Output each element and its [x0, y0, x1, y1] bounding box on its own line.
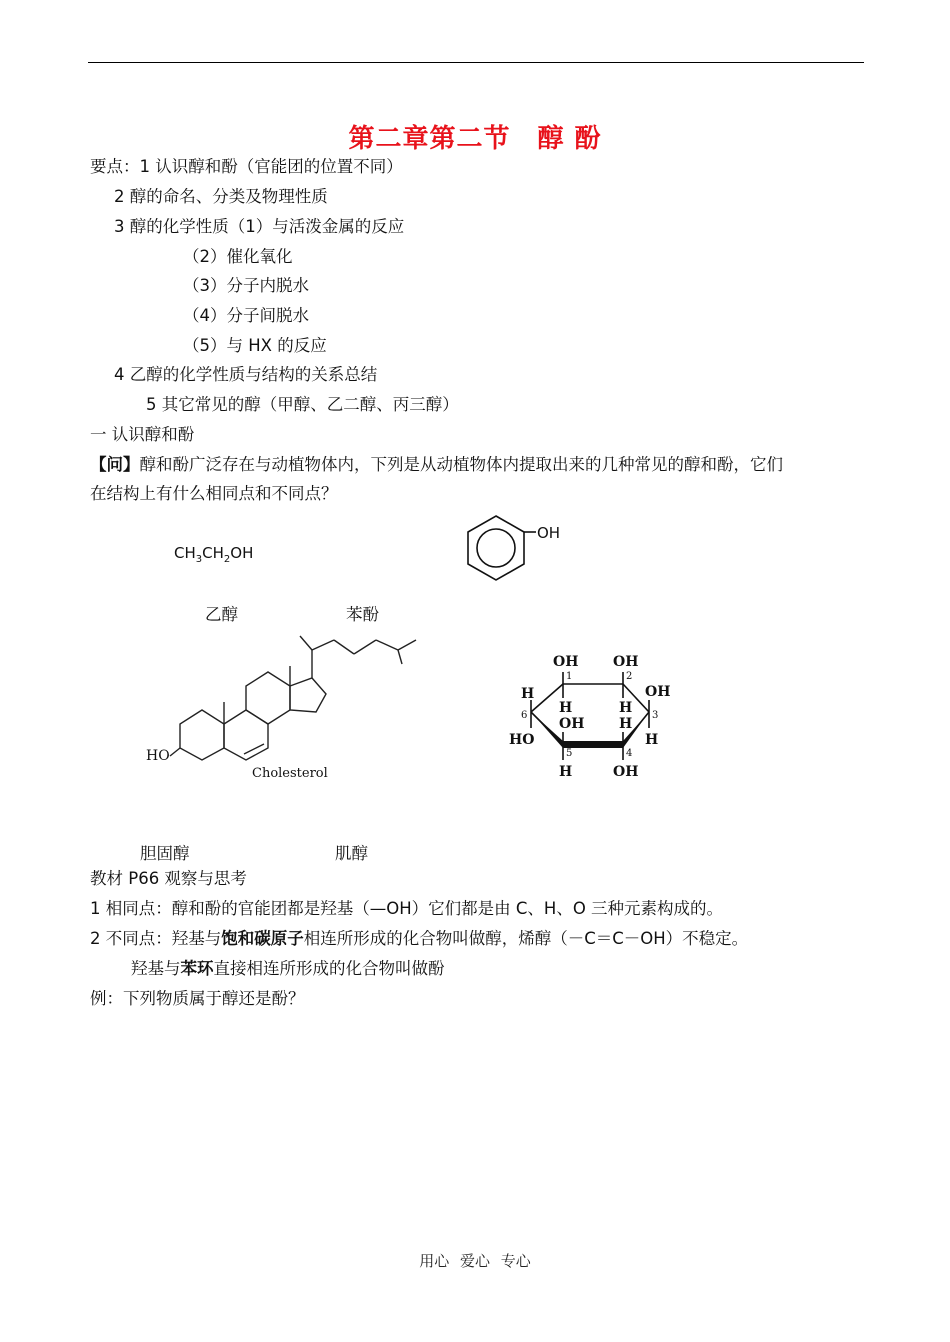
- inositol-oh-4: OH: [613, 764, 639, 780]
- inositol-ho-6: HO: [509, 732, 535, 748]
- inositol-h-4a: H: [619, 716, 633, 732]
- hydroxyl-group: —OH: [369, 899, 412, 918]
- inositol-num-3: 3: [652, 710, 659, 721]
- inositol-oh-1: OH: [553, 654, 579, 670]
- inositol-oh-3: OH: [645, 684, 671, 700]
- question-text: 醇和酚广泛存在与动植物体内，下列是从动植物体内提取出来的几种常见的醇和酚，它们: [139, 455, 783, 474]
- outline-line-4: （2）催化氧化: [183, 247, 293, 266]
- diff-point-line: 2 不同点：羟基与饱和碳原子相连所形成的化合物叫做醇，烯醇（－C＝C－OH）不稳定。: [90, 929, 749, 948]
- phenol-oh-label: OH: [537, 524, 561, 542]
- page-title: 第二章第二节 醇 酚: [348, 124, 602, 154]
- inositol-h-5: H: [559, 764, 573, 780]
- inositol-h-3: H: [645, 732, 659, 748]
- example-line: 例：下列物质属于醇还是酚？: [90, 989, 305, 1008]
- phenol-definition-line: 羟基与苯环直接相连所形成的化合物叫做酚: [131, 959, 445, 978]
- phenol-name: 苯酚: [346, 605, 379, 624]
- outline-line-1: 要点：1 认识醇和酚（官能团的位置不同）: [90, 157, 403, 176]
- inositol-h-2: H: [619, 700, 633, 716]
- saturated-carbon-bold: 饱和碳原子: [221, 929, 304, 948]
- question-bracket: 【问】: [90, 455, 140, 474]
- inositol-num-1: 1: [566, 671, 573, 682]
- inositol-num-2: 2: [626, 671, 633, 682]
- question-line-1: [90, 454, 783, 476]
- textbook-note: 教材 P66 观察与思考: [90, 869, 247, 888]
- outline-line-2: 2 醇的命名、分类及物理性质: [114, 187, 328, 206]
- inositol-structure: [505, 648, 685, 788]
- inositol-num-6: 6: [521, 710, 528, 721]
- outline-line-3: 3 醇的化学性质（1）与活泼金属的反应: [114, 217, 405, 236]
- outline-line-8: 4 乙醇的化学性质与结构的关系总结: [114, 365, 378, 384]
- cholesterol-caption: Cholesterol: [252, 766, 328, 781]
- benzene-ring-bold: 苯环: [180, 959, 214, 978]
- outline-line-6: （4）分子间脱水: [183, 306, 309, 325]
- ethanol-name: 乙醇: [205, 605, 238, 624]
- outline-line-5: （3）分子内脱水: [183, 276, 309, 295]
- inositol-num-5: 5: [566, 748, 573, 759]
- same-point-line: 1 相同点：醇和酚的官能团都是羟基（—OH）它们都是由 C、H、O 三种元素构成的。: [90, 899, 724, 918]
- inositol-num-4: 4: [626, 748, 633, 759]
- inositol-oh-2: OH: [613, 654, 639, 670]
- cholesterol-ho-label: HO: [146, 748, 170, 764]
- header-rule: [88, 62, 864, 63]
- page-footer: 用心 爱心 专心: [419, 1252, 531, 1270]
- inositol-name: 肌醇: [335, 844, 368, 863]
- outline-line-7: （5）与 HX 的反应: [183, 336, 327, 355]
- inositol-h-6a: H: [521, 686, 535, 702]
- cholesterol-name: 胆固醇: [140, 844, 190, 863]
- outline-line-9: 5 其它常见的醇（甲醇、乙二醇、丙三醇）: [146, 395, 459, 414]
- inositol-h-1: H: [559, 700, 573, 716]
- section-heading: 一 认识醇和酚: [90, 425, 195, 444]
- phenol-structure: [440, 510, 560, 590]
- inositol-oh-5a: OH: [559, 716, 585, 732]
- question-line-2: 在结构上有什么相同点和不同点？: [90, 484, 338, 503]
- ethanol-formula: $CH_3CH_2OH$: [174, 544, 254, 565]
- cholesterol-structure: [140, 628, 440, 788]
